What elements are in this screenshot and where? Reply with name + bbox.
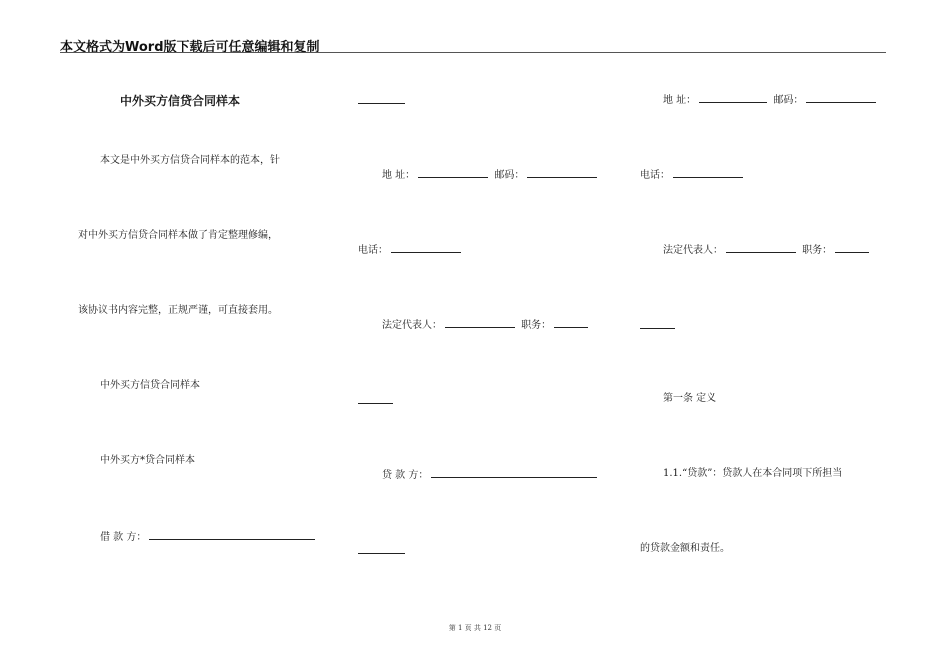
postcode-label: 邮码： [494,170,525,181]
position-label: 职务： [521,320,552,331]
phone-row [640,168,746,182]
blank-line [358,553,405,554]
header-divider [60,52,886,53]
position-label: 职务： [802,245,833,256]
legal-rep-label: 法定代表人： [663,245,723,256]
postcode-blank [527,168,597,178]
article-1-title: 第一条 定义 [663,393,717,404]
address-label: 地 址： [382,170,416,181]
section-heading-1: 中外买方信贷合同样本 [100,380,200,391]
blank-line [358,403,393,404]
position-blank [835,243,869,253]
section-heading-2: 中外买方*贷合同样本 [100,455,195,466]
address-blank [699,93,767,103]
intro-line-3: 该协议书内容完整，正规严谨，可直接套用。 [78,305,278,316]
position-blank [554,318,588,328]
lender-row [382,468,600,482]
address-blank [418,168,488,178]
phone-label: 电话： [640,170,670,181]
clause-1-1: 1.1.“贷款”：贷款人在本合同项下所担当 [663,468,843,479]
intro-line-1: 本文是中外买方信贷合同样本的范本，针 [100,155,280,166]
page-header-title: 本文格式为Word版下载后可任意编辑和复制 [60,40,320,55]
phone-blank [391,243,461,253]
borrower-blank [149,530,315,540]
postcode-blank [806,93,876,103]
phone-label: 电话： [358,245,388,256]
blank-line [640,328,675,329]
borrower-label: 借 款 方： [100,532,147,543]
document-title: 中外买方信贷合同样本 [120,94,241,108]
borrower-row [100,530,318,544]
legal-rep-row [382,318,591,332]
lender-label: 贷 款 方： [382,470,429,481]
intro-line-2: 对中外买方信贷合同样本做了肯定整理修编， [78,230,278,241]
blank-line [358,103,405,104]
address-label: 地 址： [663,95,697,106]
address-row [382,168,600,182]
clause-1-1-continued: 的贷款金额和责任。 [640,543,730,554]
lender-blank [431,468,597,478]
address-row [663,93,879,107]
legal-rep-blank [445,318,515,328]
legal-rep-row [663,243,872,257]
postcode-label: 邮码： [773,95,804,106]
legal-rep-blank [726,243,796,253]
page-footer: 第 1 页 共 12 页 [448,624,502,632]
phone-row [358,243,464,257]
phone-blank [673,168,743,178]
legal-rep-label: 法定代表人： [382,320,442,331]
